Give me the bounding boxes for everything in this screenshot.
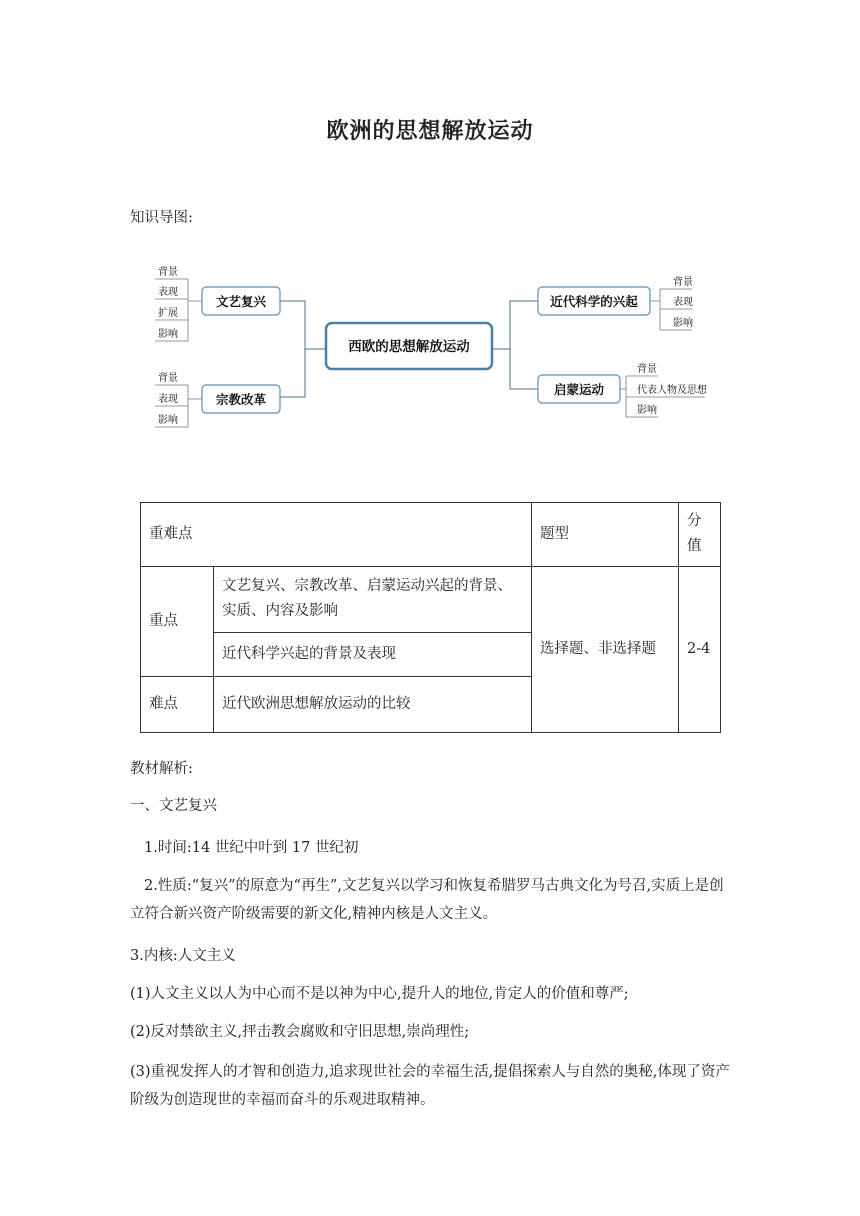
score-cell: 2-4: [679, 566, 721, 732]
paragraph: 2.性质:“复兴”的原意为“再生”,文艺复兴以学习和恢复希腊罗马古典文化为号召,实质上是创立符合新兴资产阶级需要的新文化,精神内核是人文主义。: [130, 878, 724, 923]
table-header-cell: 题型: [532, 503, 679, 567]
paragraph: (2)反对禁欲主义,抨击教会腐败和守旧思想,崇尚理性;: [130, 1024, 470, 1040]
table-row-label: 重点: [141, 566, 214, 676]
leaf-label: 背景: [673, 277, 693, 288]
paragraph: (1)人文主义以人为中心而不是以神为中心,提升人的地位,肯定人的价值和尊严;: [130, 986, 629, 1002]
connector-right: [492, 301, 538, 389]
analysis-label: 教材解析:: [130, 761, 193, 777]
paragraph: 1.时间:14 世纪中叶到 17 世纪初: [144, 840, 359, 856]
table-cell: 文艺复兴、宗教改革、启蒙运动兴起的背景、实质、内容及影响: [214, 566, 532, 632]
table-row-label: 难点: [141, 676, 214, 732]
leaf-label: 影响: [673, 318, 693, 329]
node-enlightenment-label: 启蒙运动: [553, 382, 605, 397]
connector-left: [280, 301, 305, 397]
leaf-label: 表现: [158, 287, 178, 298]
question-type-cell: 选择题、非选择题: [532, 566, 679, 732]
mindmap-label: 知识导图:: [130, 210, 193, 226]
table-header-cell: 重难点: [141, 503, 532, 567]
leaf-label: 代表人物及思想: [637, 385, 707, 396]
center-node-label: 西欧的思想解放运动: [348, 339, 470, 355]
mind-map: [130, 255, 720, 435]
leaf-label: 影响: [637, 405, 657, 416]
table-header-cell: 分值: [679, 503, 721, 567]
leaf-label: 影响: [158, 329, 178, 340]
leaf-label: 背景: [637, 364, 657, 375]
leaf-label: 影响: [158, 415, 178, 426]
node-modern-science-label: 近代科学的兴起: [550, 294, 638, 309]
table-cell: 近代科学兴起的背景及表现: [214, 632, 532, 676]
leaf-lines-enlightenment: [620, 376, 705, 417]
paragraph: (3)重视发挥人的才智和创造力,追求现世社会的幸福生活,提倡探索人与自然的奥秘,体现了资产阶级为创造现世的幸福而奋斗的乐观进取精神。: [130, 1064, 730, 1109]
section-heading: 一、文艺复兴: [130, 798, 217, 814]
leaf-label: 扩展: [158, 308, 178, 319]
key-points-table: [140, 502, 721, 733]
leaf-label: 表现: [673, 297, 693, 308]
leaf-label: 背景: [158, 373, 178, 384]
leaf-label: 背景: [158, 267, 178, 278]
page-title: 欧洲的思想解放运动: [326, 118, 534, 144]
node-reformation-label: 宗教改革: [215, 392, 267, 407]
table-cell: 近代欧洲思想解放运动的比较: [214, 676, 532, 732]
leaf-label: 表现: [158, 394, 178, 405]
node-renaissance-label: 文艺复兴: [215, 294, 267, 309]
paragraph: 3.内核:人文主义: [130, 948, 236, 964]
